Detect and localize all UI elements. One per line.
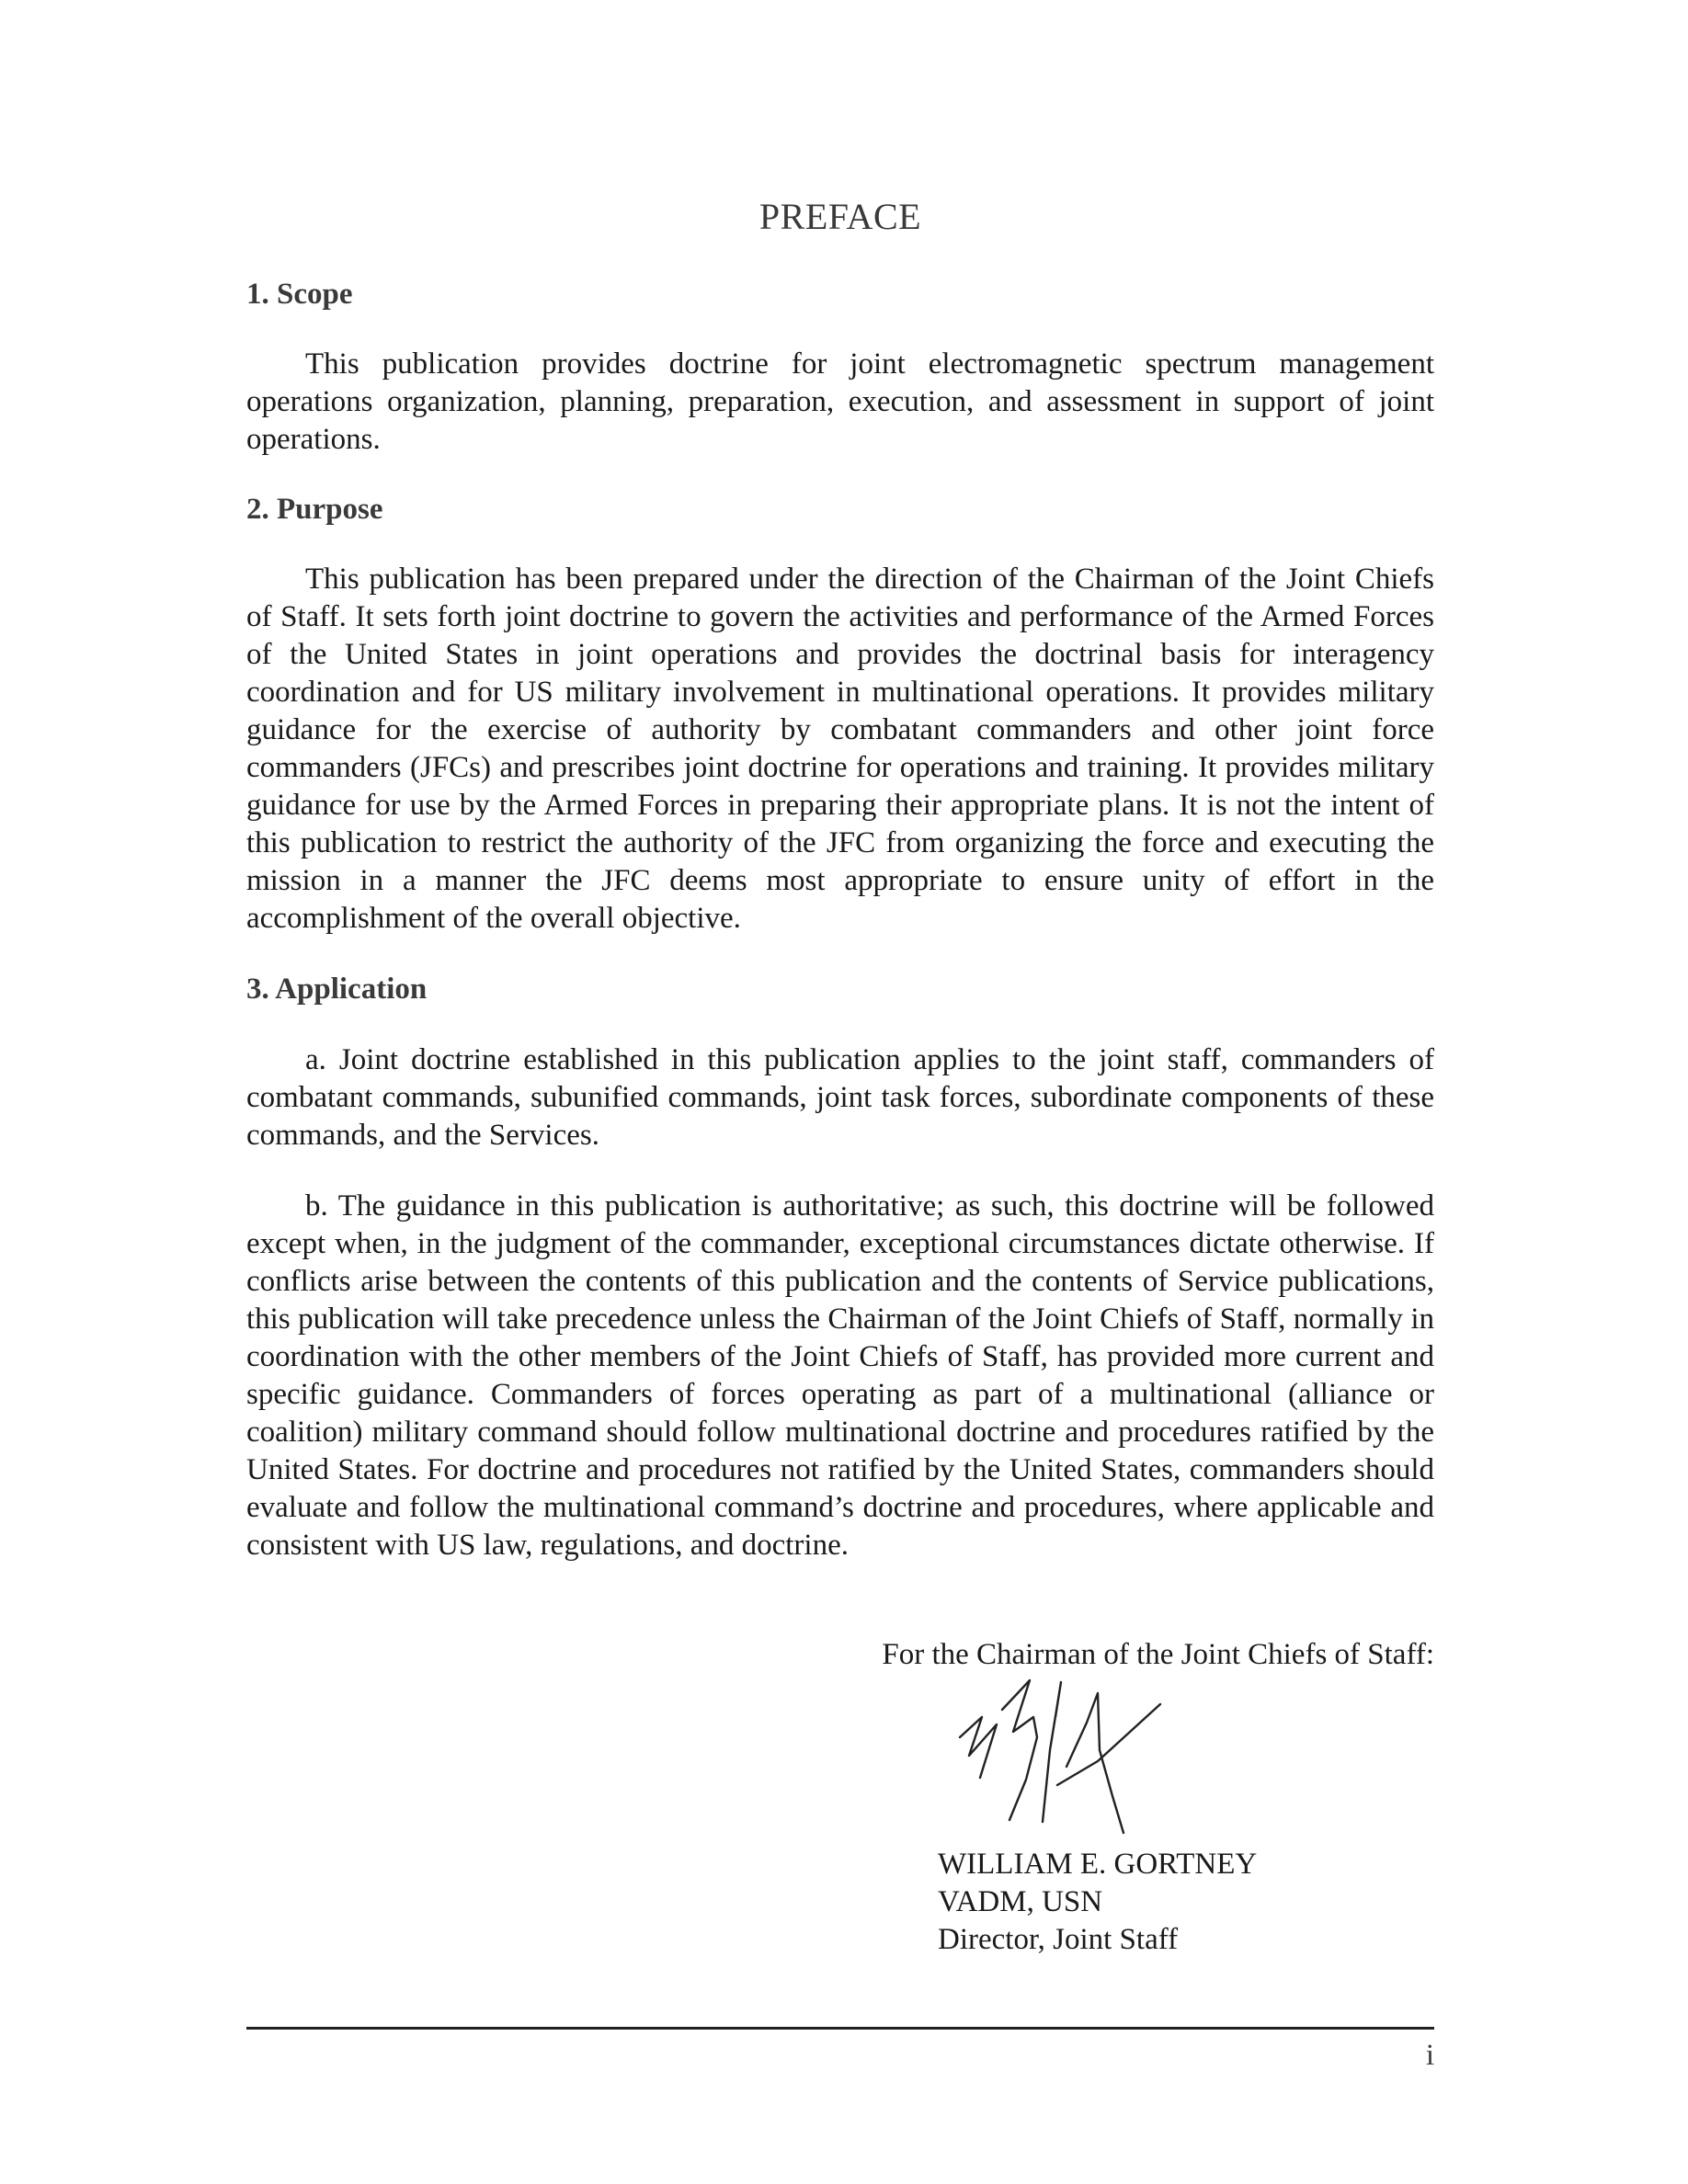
section-heading-scope: 1. Scope <box>246 278 353 311</box>
signer-rank: VADM, USN <box>938 1885 1103 1918</box>
handwritten-signature <box>949 1677 1188 1842</box>
footer-rule <box>246 2027 1434 2030</box>
document-page <box>246 0 1434 2184</box>
signature-block <box>938 1846 1257 1959</box>
signer-position: Director, Joint Staff <box>938 1923 1179 1956</box>
signer-name: WILLIAM E. GORTNEY <box>938 1848 1258 1881</box>
page-title: PREFACE <box>758 196 922 237</box>
scope-paragraph: This publication provides doctrine for joint electromagnetic spectrum management operations organization, planning, preparation, execution, and assessment in support of joint operations. <box>246 347 1434 456</box>
section-heading-application: 3. Application <box>246 973 428 1006</box>
closing-line: For the Chairman of the Joint Chiefs of Staff: <box>882 1638 1434 1671</box>
page-number: i <box>1425 2039 1434 2072</box>
purpose-paragraph: This publication has been prepared under the direction of the Chairman of the Joint Chiefs of Staff. It sets forth joint doctrine to govern the activities and performance of the Armed Forces of the United States in joint operations and provides the doctrinal basis for interagency coordination and for US military involvement in multinational operations. It provides military guidance for the exercise of authority by combatant commanders and other joint force commanders (JFCs) and prescribes joint doctrine for operations and training. It provides military guidance for use by the Armed Forces in preparing their appropriate plans. It is not the intent of this publication to restrict the authority of the JFC from organizing the force and executing the mission in a manner the JFC deems most appropriate to ensure unity of effort in the accomplishment of the overall objective. <box>246 563 1434 935</box>
section-heading-purpose: 2. Purpose <box>246 493 383 526</box>
application-paragraph-b: b. The guidance in this publication is authoritative; as such, this doctrine will be followed except when, in the judgment of the commander, exceptional circumstances dictate otherwise. If conflicts arise between the contents of this publication and the contents of Service publications, this publication will take precedence unless the Chairman of the Joint Chiefs of Staff, normally in coordination with the other members of the Joint Chiefs of Staff, has provided more current and specific guidance. Commanders of forces operating as part of a multinational (alliance or coalition) military command should follow multinational doctrine and procedures ratified by the United States. For doctrine and procedures not ratified by the United States, commanders should evaluate and follow the multinational command’s doctrine and procedures, where applicable and consistent with US law, regulations, and doctrine. <box>246 1189 1434 1562</box>
application-paragraph-a: a. Joint doctrine established in this publication applies to the joint staff, commanders of combatant commands, subunified commands, joint task forces, subordinate components of these commands, and the Services. <box>246 1043 1434 1152</box>
